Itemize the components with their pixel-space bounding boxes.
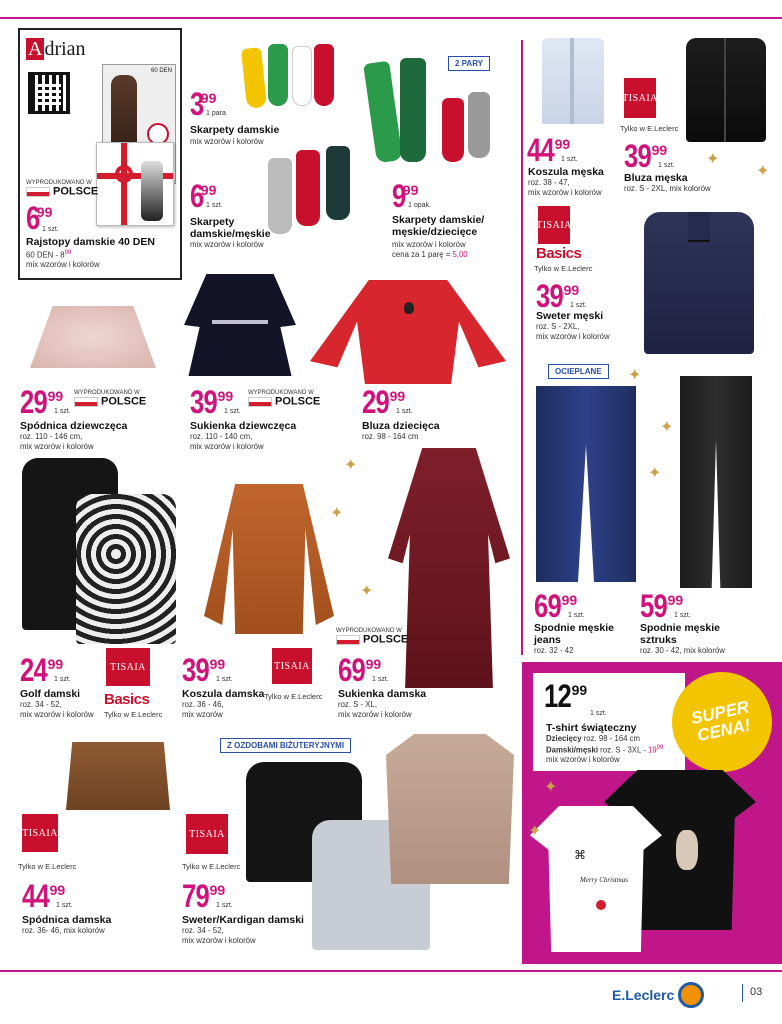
tisaia-logo: TISAIA xyxy=(22,814,58,852)
star-decoration-icon: ✦ xyxy=(628,367,642,384)
shirt-men-name: Koszula męska xyxy=(528,166,604,178)
basics-logo: Basics xyxy=(104,691,150,708)
package-den-label: 60 DEN xyxy=(150,68,172,74)
girls-dress-belt xyxy=(212,320,268,324)
jeans-men-name: Spodnie męskie jeans xyxy=(534,622,614,646)
socks-wm-name: Skarpety damskie/męskie xyxy=(190,216,271,240)
socks-pack-image xyxy=(366,58,506,168)
womens-blouse-image xyxy=(204,484,334,634)
star-decoration-icon: ✦ xyxy=(330,505,344,522)
only-at-leclerc: Tylko w E.Leclerc xyxy=(620,124,679,133)
antlers-icon: ⌘ xyxy=(574,848,586,862)
sweater-men-name: Sweter męski xyxy=(536,310,604,322)
star-decoration-icon: ✦ xyxy=(756,163,770,180)
sweater-men-price: 3999 1 szt. xyxy=(536,278,587,314)
hoodie-kid-price: 2999 1 szt. xyxy=(362,384,413,420)
star-decoration-icon: ✦ xyxy=(528,823,542,840)
dress-women-price: 6999 1 szt. xyxy=(338,652,389,688)
tshirt-price: 1299 1 szt. xyxy=(544,678,607,717)
skirt-women-name: Spódnica damska xyxy=(22,914,112,926)
gift-package xyxy=(96,142,174,226)
dress-girl-name: Sukienka dziewczęca xyxy=(190,420,297,432)
socks-pack-desc: mix wzorów i kolorów cena za 1 parę = 5,00 xyxy=(392,240,468,259)
basics-logo: Basics xyxy=(536,245,582,262)
hoodie-men-name: Bluza męska xyxy=(624,172,688,184)
cord-men-name: Spodnie męskie sztruks xyxy=(640,622,720,646)
only-at-leclerc: Tylko w E.Leclerc xyxy=(18,862,77,871)
star-decoration-icon: ✦ xyxy=(706,151,720,168)
jewelry-tag: Z OZDOBAMI BIŻUTERYJNYMI xyxy=(220,738,351,753)
skirt-girl-desc: roz. 110 - 146 cm, mix wzorów i kolorów xyxy=(20,432,94,451)
footer-separator xyxy=(742,984,743,1002)
socks-women-desc: mix wzorów i kolorów xyxy=(190,137,264,146)
skirt-women-desc: roz. 36- 46, mix kolorów xyxy=(22,926,105,935)
mens-jeans-image xyxy=(536,386,636,582)
womens-dress-image xyxy=(388,448,510,688)
dress-girl-desc: roz. 110 - 140 cm, mix wzorów i kolorów xyxy=(190,432,264,451)
reindeer-icon xyxy=(664,806,704,886)
shirt-men-desc: roz. 38 - 47, mix wzorów i kolorów xyxy=(528,178,602,197)
mens-vest-image xyxy=(686,38,766,142)
adrian-logo: A drian xyxy=(28,38,86,60)
tights-offer-box xyxy=(18,28,182,280)
mens-shirt-image xyxy=(542,38,604,124)
girls-dress-image xyxy=(184,274,296,376)
socks-pack-price: 999 1 opak. xyxy=(392,178,431,214)
tights-price: 699 1 szt. xyxy=(26,200,59,236)
only-at-leclerc: Tylko w E.Leclerc xyxy=(264,692,323,701)
blouse-desc: roz. 36 - 46, mix wzorów xyxy=(182,700,224,719)
only-at-leclerc: Tylko w E.Leclerc xyxy=(182,862,241,871)
bottom-divider xyxy=(0,970,782,972)
page-number: 03 xyxy=(750,986,763,998)
jeans-men-price: 6999 1 szt. xyxy=(534,588,585,624)
tisaia-logo: TISAIA xyxy=(538,206,570,244)
blouse-price: 3999 1 szt. xyxy=(182,652,233,688)
tisaia-logo: TISAIA xyxy=(272,648,312,684)
red-nose-icon xyxy=(596,900,606,910)
tisaia-logo: TISAIA xyxy=(624,78,656,118)
dress-women-name: Sukienka damska xyxy=(338,688,427,700)
hoodie-kid-name: Bluza dziecięca xyxy=(362,420,440,432)
star-decoration-icon: ✦ xyxy=(344,457,358,474)
floral-top-image xyxy=(76,494,176,644)
top-divider xyxy=(0,17,782,19)
tisaia-logo: TISAIA xyxy=(186,814,228,854)
only-at-leclerc: Tylko w E.Leclerc xyxy=(104,710,163,719)
skirt-girl-price: 2999 1 szt. xyxy=(20,384,71,420)
dress-women-desc: roz. S - XL, mix wzorów i kolorów xyxy=(338,700,412,719)
cardigan-price: 7999 1 szt. xyxy=(182,878,233,914)
shirt-men-price: 4499 1 szt. xyxy=(527,132,578,168)
tshirt-print: Merry Christmas xyxy=(580,876,629,884)
socks-wm-image xyxy=(264,146,360,236)
turtleneck-desc: roz. 34 - 52, mix wzorów i kolorów xyxy=(20,700,94,719)
cardigan-name: Sweter/Kardigan damski xyxy=(182,914,304,926)
only-at-leclerc: Tylko w E.Leclerc xyxy=(534,264,593,273)
made-in-poland-badge: WYPRODUKOWANO W POLSCE xyxy=(26,180,99,198)
mens-cords-image xyxy=(680,376,752,588)
insulated-tag: OCIEPLANE xyxy=(548,364,609,379)
super-price-burst: SUPER CENA! xyxy=(663,663,782,782)
socks-wm-price: 699 1 szt. xyxy=(190,178,223,214)
qr-code xyxy=(28,72,70,114)
womens-skirt-image xyxy=(66,742,170,810)
tisaia-logo: TISAIA xyxy=(106,648,150,686)
made-in-poland-badge: WYPRODUKOWANO W POLSCE xyxy=(74,390,147,408)
star-decoration-icon: ✦ xyxy=(360,583,374,600)
sweater-men-desc: roz. S - 2XL, mix wzorów i kolorów xyxy=(536,322,610,341)
star-decoration-icon: ✦ xyxy=(544,779,558,796)
hoodie-kid-desc: roz. 98 - 164 cm xyxy=(362,432,419,441)
skirt-women-price: 4499 1 szt. xyxy=(22,878,73,914)
jeans-men-desc: roz. 32 - 42 xyxy=(534,646,574,655)
hoodie-men-price: 3999 1 szt. xyxy=(624,138,675,174)
womens-coat-image xyxy=(386,734,514,884)
tshirt-name: T-shirt świąteczny xyxy=(546,722,637,734)
tights-name: Rajstopy damskie 40 DEN xyxy=(26,236,155,248)
hoodie-men-desc: roz. S - 2XL, mix kolorów xyxy=(624,184,711,193)
skirt-girl-name: Spódnica dziewczęca xyxy=(20,420,128,432)
star-decoration-icon: ✦ xyxy=(660,419,674,436)
socks-women-image xyxy=(238,44,348,114)
girls-skirt-image xyxy=(30,306,156,368)
tights-desc: 60 DEN - $8^{99}$ mix wzorów i kolorów xyxy=(26,250,100,270)
blouse-name: Koszula damska xyxy=(182,688,265,700)
vertical-divider xyxy=(521,40,523,655)
turtleneck-name: Golf damski xyxy=(20,688,81,700)
made-in-poland-badge: WYPRODUKOWANO W POLSCE xyxy=(248,390,321,408)
star-decoration-icon: ✦ xyxy=(648,465,662,482)
made-in-poland-badge: WYPRODUKOWANO W POLSCE xyxy=(336,628,409,646)
mens-sweater-image xyxy=(644,212,754,354)
socks-women-price: 399 1 para xyxy=(190,86,226,122)
socks-women-name: Skarpety damskie xyxy=(190,124,280,136)
two-pairs-tag: 2 PARY xyxy=(448,56,490,71)
cardigan-desc: roz. 34 - 52, mix wzorów i kolorów xyxy=(182,926,256,945)
cord-men-price: 5999 1 szt. xyxy=(640,588,691,624)
socks-pack-name: Skarpety damskie/ męskie/dziecięce xyxy=(392,214,485,238)
turtleneck-price: 2499 1 szt. xyxy=(20,652,71,688)
cord-men-desc: roz. 30 - 42, mix kolorów xyxy=(640,646,725,655)
dress-girl-price: 3999 1 szt. xyxy=(190,384,241,420)
reindeer-icon xyxy=(394,296,424,318)
leclerc-logo: E.Leclerc xyxy=(612,982,704,1008)
socks-wm-desc: mix wzorów i kolorów xyxy=(190,240,264,249)
tshirt-desc: Dziecięcy roz. 98 - 164 cm Damski/męski roz. S - $3XL - 19^{99}$ mix wzorów i kolorów xyxy=(546,734,664,764)
